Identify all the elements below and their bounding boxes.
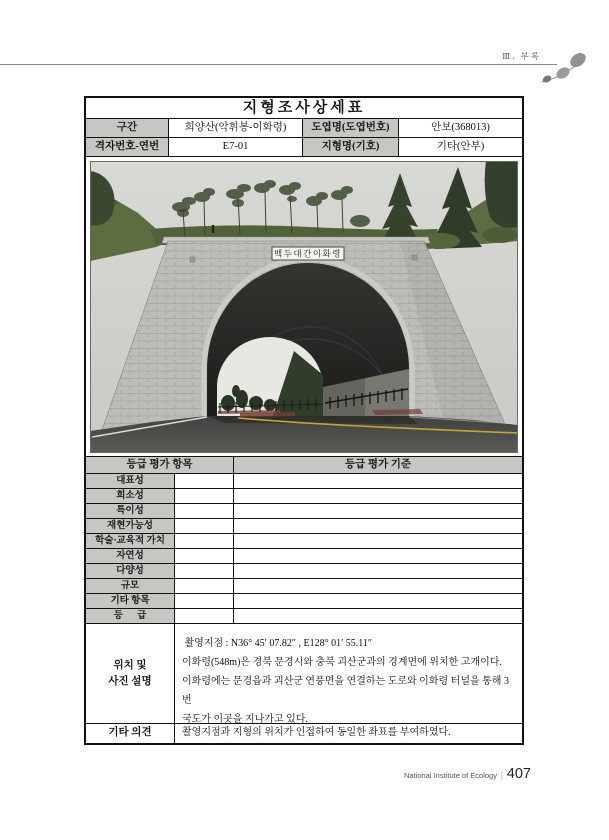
eval-row-label: 다양성 <box>86 564 175 579</box>
eval-grade-cell <box>175 504 234 519</box>
eval-row-label: 규모 <box>86 579 175 594</box>
eval-grade-cell <box>175 534 234 549</box>
eval-grade-cell <box>175 474 234 489</box>
wall-vent-left <box>190 257 195 262</box>
eval-criteria-cell <box>234 534 522 549</box>
eval-row-label: 등 급 <box>86 609 175 624</box>
leaf-decoration-icon <box>536 50 590 88</box>
eval-grade-cell <box>175 549 234 564</box>
tunnel-photo <box>90 161 518 453</box>
location-description <box>175 624 522 724</box>
eval-grade-cell <box>175 609 234 624</box>
photo-cell <box>86 157 522 457</box>
eval-header-items: 등급 평가 항목 <box>86 457 234 474</box>
other-opinion-label: 기타 의견 <box>86 724 175 743</box>
info-label-mapsheet: 도엽명(도엽번호) <box>303 119 399 138</box>
footer-org: National Institute of Ecology <box>404 771 497 780</box>
info-value-gridno: E7-01 <box>169 138 303 157</box>
location-section <box>86 624 522 724</box>
description-line: 촬영지점 : N36° 45′ 07.82″ , E128° 01′ 55.11″ <box>182 638 373 649</box>
eval-header-criteria: 등급 평가 기준 <box>234 457 522 474</box>
other-opinion-section <box>86 724 522 743</box>
info-label-gridno: 격자번호-연번 <box>86 138 169 157</box>
info-value-mapsheet: 안보(368013) <box>399 119 522 138</box>
info-value-section: 희양산(악휘봉-이화령) <box>169 119 303 138</box>
hiker-silhouette <box>212 224 215 232</box>
header-rule <box>0 64 557 65</box>
eval-criteria-cell <box>234 504 522 519</box>
evaluation-table <box>86 457 522 624</box>
eval-criteria-cell <box>234 579 522 594</box>
eval-grade-cell <box>175 519 234 534</box>
wall-vent-right <box>412 255 417 260</box>
eval-row-label: 대표성 <box>86 474 175 489</box>
eval-row-label: 특이성 <box>86 504 175 519</box>
section-label: Ⅲ. 부록 <box>502 51 541 61</box>
eval-grade-cell <box>175 579 234 594</box>
info-label-section: 구간 <box>86 119 169 138</box>
eval-criteria-cell <box>234 519 522 534</box>
eval-row-label: 학술·교육적 가치 <box>86 534 175 549</box>
eval-criteria-cell <box>234 489 522 504</box>
tunnel-sign-text: 백두대간이화령 <box>274 248 342 258</box>
footer-divider: | <box>500 770 503 780</box>
eval-criteria-cell <box>234 609 522 624</box>
info-grid <box>86 119 522 157</box>
eval-criteria-cell <box>234 564 522 579</box>
eval-row-label: 재현가능성 <box>86 519 175 534</box>
eval-row-label: 자연성 <box>86 549 175 564</box>
location-label: 위치 및 사진 설명 <box>86 624 175 724</box>
eval-row-label: 기타 항목 <box>86 594 175 609</box>
other-opinion-text: 촬영지점과 지형의 위치가 인접하여 동일한 좌표를 부여하였다. <box>182 727 451 738</box>
description-line: 국도가 이곳을 지나가고 있다. <box>182 714 308 725</box>
info-label-landform: 지형명(기호) <box>303 138 399 157</box>
survey-detail-table <box>84 96 524 745</box>
doc-title: 지형조사상세표 <box>86 98 522 119</box>
eval-grade-cell <box>175 489 234 504</box>
eval-criteria-cell <box>234 594 522 609</box>
eval-row-label: 희소성 <box>86 489 175 504</box>
footer-page-number: 407 <box>506 766 531 782</box>
page-footer <box>404 766 531 782</box>
info-value-landform: 기타(안부) <box>399 138 522 157</box>
eval-grade-cell <box>175 594 234 609</box>
eval-criteria-cell <box>234 549 522 564</box>
description-line: 이화령에는 문경읍과 괴산군 연풍면을 연결하는 도로와 이화령 터널을 통해 3번 <box>182 676 509 706</box>
description-line: 이화령(548m)은 경북 문경시와 충북 괴산군과의 경계면에 위치한 고개이다. <box>182 657 502 668</box>
eval-criteria-cell <box>234 474 522 489</box>
eval-grade-cell <box>175 564 234 579</box>
